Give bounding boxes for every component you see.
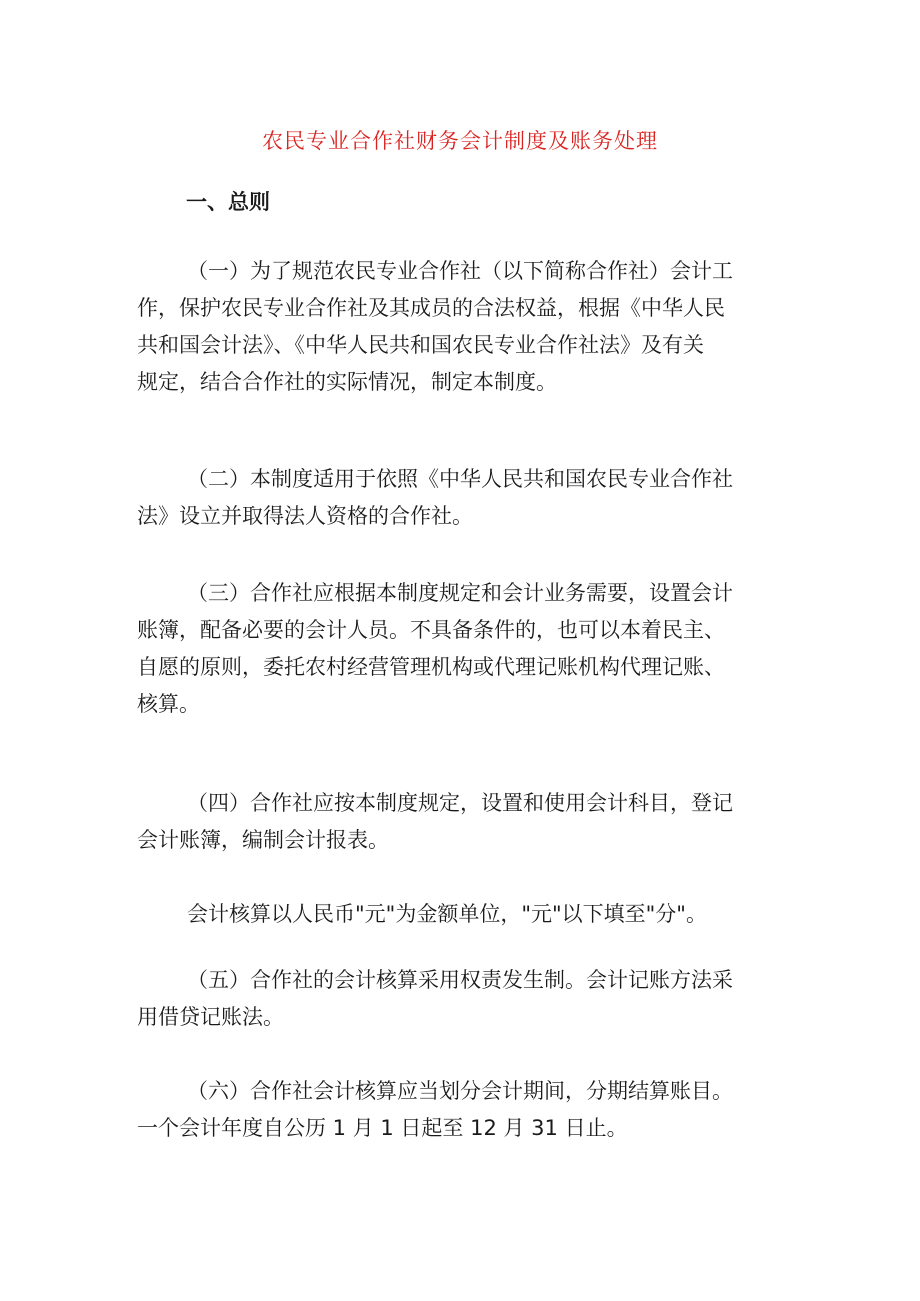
paragraph-line: 共和国会计法》、《中华人民共和国农民专业合作社法》及有关: [137, 333, 704, 357]
paragraph-line: （一）为了规范农民专业合作社（以下简称合作社）会计工: [187, 259, 733, 283]
paragraph-5: [137, 896, 797, 933]
paragraph-line: （四）合作社应按本制度规定，设置和使用会计科目，登记: [187, 791, 733, 815]
paragraph-line: 核算。: [137, 692, 200, 716]
paragraph-line: 会计账簿，编制会计报表。: [137, 828, 389, 852]
paragraph-line: 自愿的原则，委托农村经营管理机构或代理记账机构代理记账、: [137, 655, 725, 679]
paragraph-3: [137, 575, 797, 723]
paragraph-line: （三）合作社应根据本制度规定和会计业务需要，设置会计: [187, 581, 733, 605]
paragraph-6: [137, 962, 797, 1036]
paragraph-4: [137, 785, 797, 859]
paragraph-line: 作，保护农民专业合作社及其成员的合法权益，根据《中华人民: [137, 296, 725, 320]
paragraph-line: （五）合作社的会计核算采用权责发生制。会计记账方法采: [187, 968, 733, 992]
paragraph-line: 法》设立并取得法人资格的合作社。: [137, 504, 473, 528]
paragraph-7: [137, 1073, 797, 1147]
paragraph-line: 一个会计年度自公历 1 月 1 日起至 12 月 31 日止。: [137, 1116, 628, 1140]
section-heading: 一、总则: [186, 190, 270, 214]
paragraph-line: （二）本制度适用于依照《中华人民共和国农民专业合作社: [187, 467, 733, 491]
document-title: 农民专业合作社财务会计制度及账务处理: [262, 129, 658, 153]
paragraph-2: [137, 461, 797, 535]
paragraph-line: 规定，结合合作社的实际情况，制定本制度。: [137, 370, 557, 394]
paragraph-line: 账簿，配备必要的会计人员。不具备条件的，也可以本着民主、: [137, 618, 725, 642]
paragraph-line: （六）合作社会计核算应当划分会计期间，分期结算账目。: [187, 1079, 733, 1103]
paragraph-line: 会计核算以人民币"元"为金额单位，"元"以下填至"分"。: [187, 902, 707, 926]
paragraph-1: [137, 253, 797, 401]
paragraph-line: 用借贷记账法。: [137, 1005, 284, 1029]
